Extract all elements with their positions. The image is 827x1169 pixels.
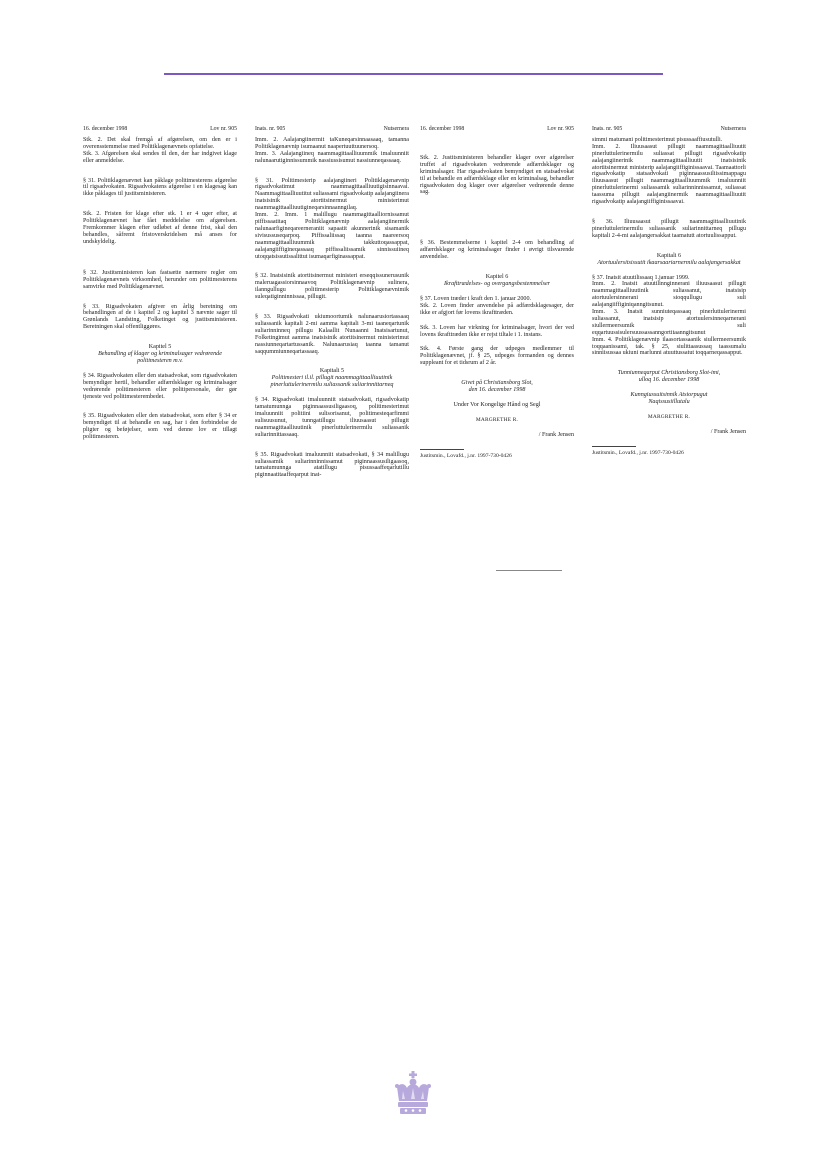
paragraph: Stk. 3. Afgørelsen skal sendes til den, der har indgivet klage eller anmeldelse. xyxy=(83,150,237,164)
paragraph: § 34. Rigsadvokati imaluunniit statsadvokati, rigsadvokatip tamatumunnga piginnaassusiligaasoq, politimesterimut imaluunniit politiini sulisorisanut, politimesteqarfimmi sulisuusunut, tunngatillugu iliuusaasut pillugit naammagittaalliuutinik pinerluttulerinermilu suliassanik suliarinnittassaaq. xyxy=(255,397,409,438)
paragraph: Imm. 2. Iliuusaasut pillugit naammagittaalliuutit pinerluttulerinermilu suliassat pillugit rigsadvokatip aalajangiinerinik naammagittaalliuutit inatsisinik atortitsinermut ministerip aalajangiiffiginissaavai. Taamaattorli rigsadvokatip statsadvokati piginnaassusiliissimappagu iliuusaasut pillugit naammagittaalliuummik imaluunniit pinerluttulerinermi suliassamik suliarinninnissamut, suliassat taassuma pillugit aalajangiinermik naammagittaalliuutit rigsadvokatip aalajangiiffiginissaavai. xyxy=(592,143,746,206)
header-translation: Nutsernera xyxy=(720,126,746,132)
paragraph: Imm. 2. Imm. 1 malillugu naammagittaalliornissamut piffissaatitaq Politiklagenævnip aalajangiinermik nalunaarfigineqareerneraniit sapaatit akunnerinik sisamanik sivisussuseqarpoq. Piffissaliissaq taanna naareersoq naammagittaalliuummik takkuttoqassappat, aalajangiiffigineqassaaq piffissaliissamik sinnissuiineq utoqqatsissutissalittut isumaqarfiginassappat. xyxy=(255,212,409,260)
page-header xyxy=(592,126,746,133)
chapter-heading: Kapitali 6 xyxy=(656,252,682,259)
paragraph: Imm. 3. Aalajangiineq naammagittaalliuummik imaluunniit nalunaarutiginnissummik nassiussisumut nassiunneqassaaq. xyxy=(255,150,409,164)
paragraph: Stk. 2. Justitsministeren behandler klager over afgørelser truffet af rigsadvokaten vedrørende adfærdsklager og kriminalsager. Har rigsadvokaten bemyndiget en statsadvokat til at behandle en adfærdsklage eller en kriminalsag, behandler rigsadvokaten dog klager over afgørelser vedrørende denne sag. xyxy=(420,154,574,196)
paragraph: § 32. Inatsisinik atortitsinermut ministeri erseqqissunerusunik maleruagassiorsinnaavoq Politiklagenævnip sulinera, ilanngullugu politimesterip Politiklagenævnimik suleqatiginninnissaa, pillugit. xyxy=(255,273,409,301)
signature-minister: / Frank Jensen xyxy=(710,428,746,435)
top-rule xyxy=(164,73,663,75)
bottom-rule xyxy=(496,570,562,571)
chapter-title: Atortuulersitsissutit ikaarsaariarnermilu aalajangersakkat xyxy=(597,259,741,266)
paragraph: § 36. Bestemmelserne i kapitel 2-4 om behandling af adfærdsklager og kriminalsager finder i øvrigt tilsvarende anvendelse. xyxy=(420,240,574,261)
signature-monarch: MARGRETHE R. xyxy=(647,414,691,420)
header-law-number: Lov nr. 905 xyxy=(547,126,574,132)
paragraph: Stk. 3. Loven har virkning for kriminalsager, hvori der ved lovens ikrafttræden ikke er rejst tiltale i 1. instans. xyxy=(420,324,574,338)
chapter-title: Ikrafttrædelses- og overgangsbestemmelser xyxy=(443,280,551,287)
footnote-rule xyxy=(420,449,464,450)
chapter-title: Behandling af klager og kriminalsager vedrørende politimesteren m.v. xyxy=(98,351,222,364)
signature-date: ulloq 16. december 1998 xyxy=(638,377,700,384)
chapter-heading: Kapitel 6 xyxy=(485,274,509,281)
paragraph: § 31. Politimesterip aalajangiineri Politiklagenævnip rigsadvokatimut naammagittaalliuutigisinnaavai. Naammagittaalliuutitut suliassami rigsadvokatip aalajangiinera inatsisinik atortitsinermut ministerimut naammagittaalliuutigineqarsinnaanngilaq. xyxy=(255,177,409,212)
paragraph: Stk. 4. Første gang der udpeges medlemmer til Politiklagenævnet, jf. § 25, udpeges formanden og dennes suppleant for et tidsrum af 2 år. xyxy=(420,346,574,367)
left-page xyxy=(83,126,409,584)
paragraph: § 32. Justitsministeren kan fastsætte nærmere regler om Politiklagenævnets virksomhed, herunder om politimesterens samvirke med Politiklagenævnet. xyxy=(83,269,237,290)
chapter-heading: Kapitel 5 xyxy=(148,344,172,351)
footnote: Justitsmin., Lovafd., j.nr. 1997-730-0426 xyxy=(420,452,512,459)
paragraph: simmi matumani politimesterimut pisussaaffiusutulli. xyxy=(592,136,723,143)
header-date: 16. december 1998 xyxy=(83,126,128,132)
paragraph: § 37. Inatsit atuutilissaaq 1.januar 1999. xyxy=(592,274,690,281)
paragraph: § 34. Rigsadvokaten eller den statsadvokat, som rigsadvokaten bemyndiger hertil, behandler adfærdsklager og kriminalsager vedrørende politimesteren eller politipersonale, der gør tjeneste ved politimesterembedet. xyxy=(83,372,237,400)
footnote-rule xyxy=(592,446,636,447)
signature-formula: Under Vor Kongelige Hånd og Segl xyxy=(453,401,541,408)
paragraph: § 31. Politiklagenævnet kan påklage politimesterens afgørelse til rigsadvokaten. Rigsadvokatens afgørelse i en klagesag kan ikke påklages til justitsministeren. xyxy=(83,177,237,198)
signature-monarch: MARGRETHE R. xyxy=(475,416,519,423)
signature-place: Givet på Christiansborg Slot, xyxy=(461,380,533,387)
header-law-number: Lov nr. 905 xyxy=(210,126,237,132)
paragraph: § 35. Rigsadvokati imaluunniit statsadvokati, § 34 malillugu suliassamik suliarinninnissamut piginnaassusiligaasoq, tamatumunnga atatillugu pisussaaffeqarlutillu piginnaatitaaffeqarput inat- xyxy=(255,451,409,479)
paragraph: Stk. 2. Fristen for klage efter stk. 1 er 4 uger efter, at Politiklagenævnet har fået meddelelse om afgørelsen. Fremkommer klagen efter udløbet af denne frist, skal den behandles, såfremt fristoverskridelsen må anses for undskyldelig. xyxy=(83,211,237,245)
left-page-column-danish xyxy=(83,126,237,441)
paragraph: § 33. Rigsadvokaten afgiver en årlig beretning om behandlingen af de i kapitel 2 og kapitel 3 nævnte sager til Grønlands Landsting, Folketinget og justitsministeren. Beretningen skal offentliggøres. xyxy=(83,303,237,331)
paragraph: § 33. Rigsadvokati ukiumoortumik nalunaarusiortassaaq suliassanik kapitali 2-mi aamma kapitali 3-mi taaneqartunik suliarinninneq pillugu Kalaallit Nunaanni Inatsisartunut, Folketingimut aamma inatsisinik atortitsinermut ministerimut nassiunneqartartussanik. Nalunaarusiaq taanna tamanut saqqummiunneqartassaaq. xyxy=(255,314,409,355)
footnote: Justitsmin., Lovafd., j.nr. 1997-730-0426 xyxy=(592,449,684,456)
signature-minister: / Frank Jensen xyxy=(538,431,574,438)
signature-place: Tunniunneqarput Christiansborg Slot-imi, xyxy=(617,370,721,377)
paragraph: Imm. 2. Aalajangiinermit taKuneqarsinnaasaaq, tamanna Politiklagenævnip isumaanut naapertuuttuunersoq. xyxy=(255,136,409,150)
paragraph: Imm. 2. Inatsit atuutilinnginnerani iliuusaasut pillugit naammagittaalliuutinik suliassanut, inatsisip atortuulersinnerani sioqqullugu suli aalajangiiffiginiqanngitsunut. xyxy=(592,281,746,309)
header-date: 16. december 1998 xyxy=(420,126,465,132)
crown-icon xyxy=(394,1071,432,1117)
signature-formula-2: Naqissusiillutalu xyxy=(648,399,690,406)
paragraph: § 35. Rigsadvokaten eller den statsadvokat, som efter § 34 er bemyndiget til at behandle en sag, har i den forbindelse de pligter og beføjelser, som ved denne lov er tillagt politimesteren. xyxy=(83,413,237,441)
paragraph: § 37. Loven træder i kraft den 1. januar 2000. xyxy=(420,295,532,302)
header-inatsit-number: Inats. nr. 905 xyxy=(255,126,286,132)
paragraph: Stk. 2. Det skal fremgå af afgørelsen, om den er i overensstemmelse med Politiklagenævnets opfattelse. xyxy=(83,136,237,150)
page-header xyxy=(420,126,574,133)
header-translation: Nutsernera xyxy=(383,126,409,132)
header-inatsit-number: Inats. nr. 905 xyxy=(592,126,623,132)
paragraph: Stk. 2. Loven finder anvendelse på adfærdsklagesager, der ikke er afgjort før lovens ikrafttræden. xyxy=(420,302,574,316)
chapter-title: Politimesteri il.il. pillugit naammagittaalliuutinik pinerluttulerinermilu suliassanik suliarinnittarneq xyxy=(270,375,394,389)
signature-date: den 16. december 1998 xyxy=(468,387,526,394)
left-page-column-greenlandic xyxy=(255,126,409,479)
paragraph: Imm. 3. Inatsit sunniuteqassaaq pinerluttulerinermi suliassanut, inatsisip atortuulersinneqarnerani siullermeersumik suli eqqartuussisulersuussassanngortitaanngitsunut xyxy=(592,309,746,336)
signature-formula: Kunngiussuitsinnik Atsiorpugut xyxy=(630,392,708,399)
right-page-column-danish xyxy=(420,126,574,460)
right-page-column-greenlandic xyxy=(592,126,746,457)
page-header xyxy=(255,126,409,133)
chapter-heading: Kapitali 5 xyxy=(319,368,345,375)
page-header xyxy=(83,126,237,133)
right-page xyxy=(420,126,746,584)
paragraph: § 36. Iliuusaasut pillugit naammagittaalliuutinik pinerluttulerinermilu suliassanik suliarinnittarneq pillugu kapitali 2-4-mi aalajangersakkat taamatutt atortuulissapput. xyxy=(592,218,746,239)
paragraph: Imm. 4. Politiklagenævnip ilaasortassaanik siullermeersumik toqqaanissami, tak. § 25, siulittaasussaq taassumalu sinniisussaa ukiuni marlunni atuuttussatut toqqarneqassapput. xyxy=(592,336,746,357)
